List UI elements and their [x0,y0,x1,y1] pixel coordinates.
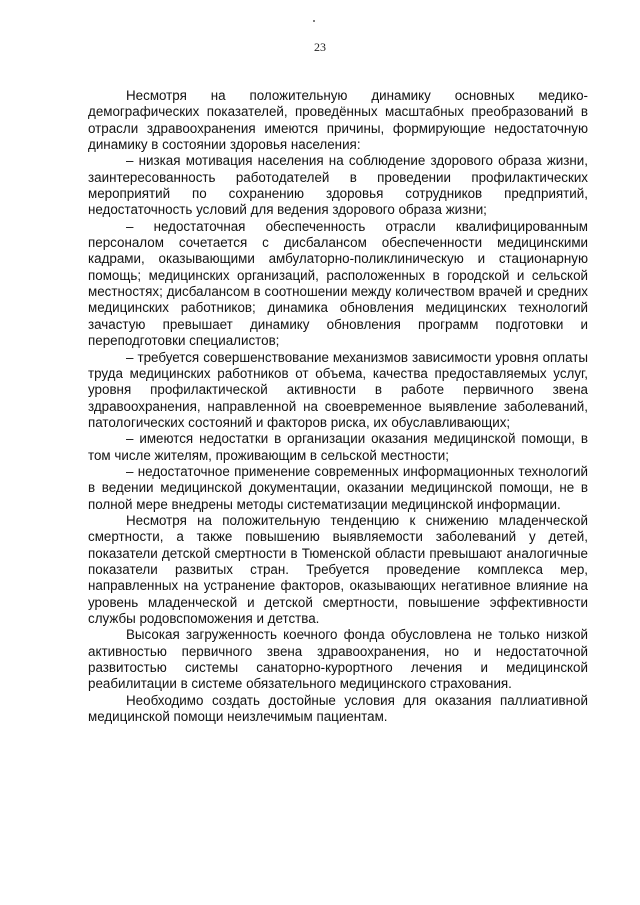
paragraph-palliative: Необходимо создать достойные условия для оказания паллиативной медицинской помощи неизлечимым пациентам. [88,692,588,725]
document-body [88,88,588,725]
paragraph-rural-care: – имеются недостатки в организации оказания медицинской помощи, в том числе жителям, проживающим в сельской местности; [88,431,588,463]
paragraph-it: – недостаточное применение современных информационных технологий в ведении медицинской документации, оказании медицинской помощи, не в полной мере внедрены методы систематизации медицинской информации. [88,463,588,512]
scan-speck [313,20,315,22]
paragraph-motivation: – низкая мотивация населения на соблюдение здорового образа жизни, заинтересованность работодателей в проведении профилактических мероприятий по сохранению здоровья сотрудников предприятий, недостаточность условий для ведения здорового образа жизни; [88,153,588,218]
paragraph-infant-mortality: Несмотря на положительную тенденцию к снижению младенческой смертности, а также повышению выявляемости заболеваний у детей, показатели детской смертности в Тюменской области превышают аналогичные показатели развитых стран. Требуется проведение комплекса мер, направленных на устранение факторов, оказывающих негативное влияние на уровень младенческой и детской смертности, повышение эффективности службы родовспоможения и детства. [88,512,588,626]
paragraph-staffing: – недостаточная обеспеченность отрасли квалифицированным персоналом сочетается с дисбалансом обеспеченности медицинскими кадрами, оказывающими амбулаторно-поликлиническую и стационарную помощь; медицинских организаций, расположенных в городской и сельской местностях; дисбалансом в соотношении между количеством врачей и средних медицинских работников; динамика обновления медицинских технологий зачастую превышает динамику обновления программ подготовки и переподготовки специалистов; [88,218,588,349]
page-number: 23 [314,40,326,54]
paragraph-payment: – требуется совершенствование механизмов зависимости уровня оплаты труда медицинских работников от объема, качества предоставляемых услуг, уровня профилактической активности в работе первичного звена здравоохранения, направленной на своевременное выявление заболеваний, патологических состояний и факторов риска, их обуславливающих; [88,349,588,430]
paragraph-bed-capacity: Высокая загруженность коечного фонда обусловлена не только низкой активностью первичного звена здравоохранения, но и недостаточной развитостью системы санаторно-курортного лечения и медицинской реабилитации в системе обязательного медицинского страхования. [88,627,588,692]
paragraph-intro: Несмотря на положительную динамику основных медико-демографических показателей, проведённых масштабных преобразований в отрасли здравоохранения имеются причины, формирующие недостаточную динамику в состоянии здоровья населения: [88,88,588,153]
